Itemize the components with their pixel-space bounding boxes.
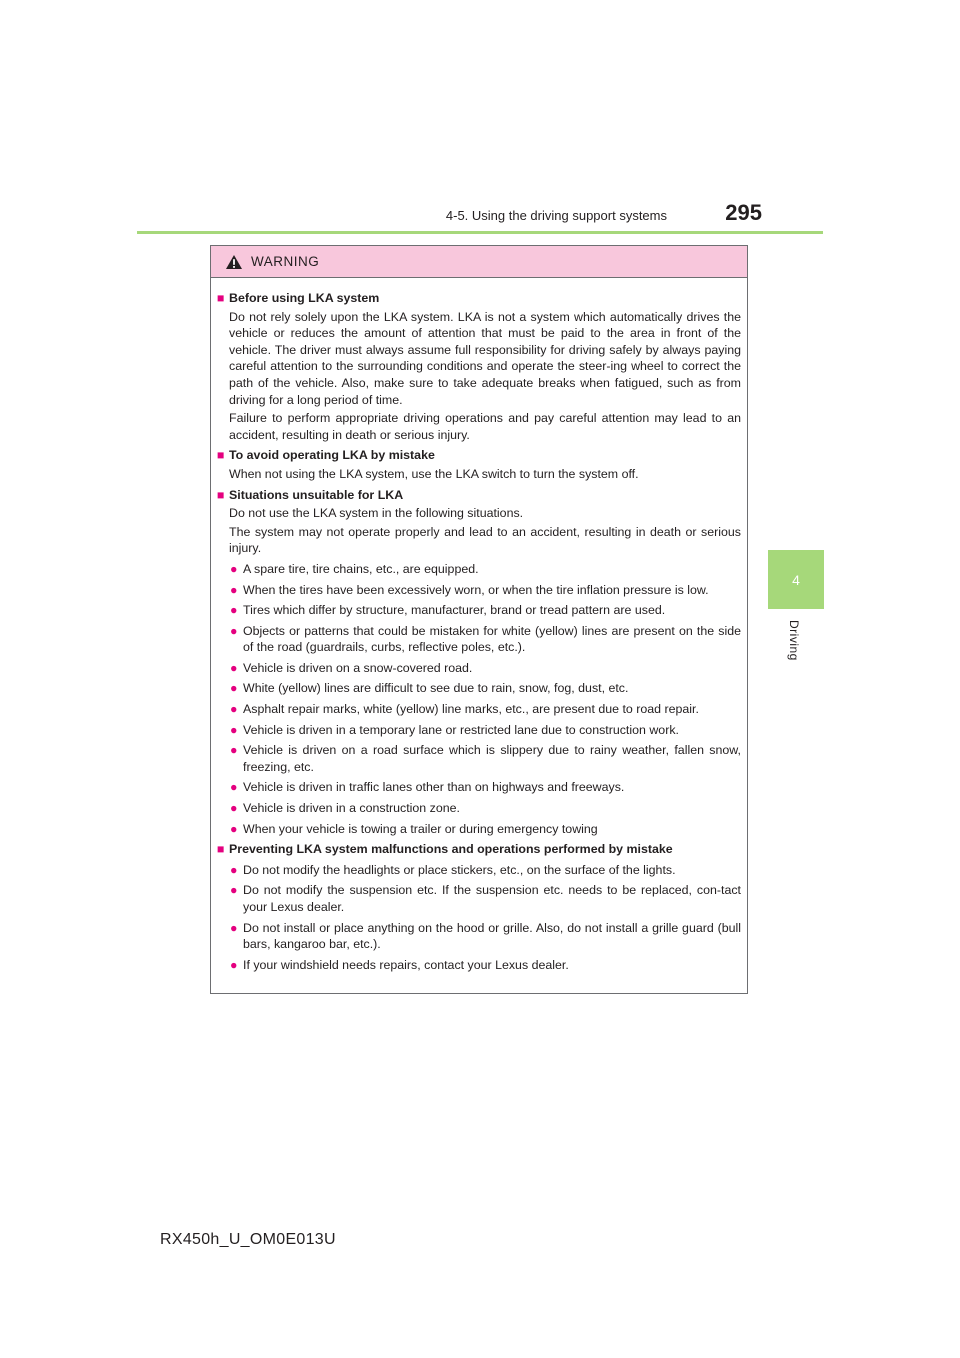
chapter-number: 4 bbox=[792, 571, 800, 588]
section-heading-text: Situations unsuitable for LKA bbox=[229, 487, 404, 502]
section-heading-text: To avoid operating LKA by mistake bbox=[229, 448, 435, 463]
square-bullet-icon: ■ bbox=[217, 448, 225, 463]
model-code: RX450h_U_OM0E013U bbox=[160, 1231, 336, 1248]
circle-bullet-icon: ● bbox=[230, 801, 238, 816]
section-heading-text: Before using LKA system bbox=[229, 291, 380, 305]
list-item bbox=[217, 623, 741, 656]
list-item-text: Do not install or place anything on the hood or grille. Also, do not install a grille guard (bull bars, kangaroo bar, etc.). bbox=[243, 920, 741, 952]
circle-bullet-icon: ● bbox=[230, 603, 238, 618]
list-item bbox=[217, 582, 741, 599]
list-item bbox=[217, 779, 741, 796]
square-bullet-icon: ■ bbox=[217, 842, 225, 857]
list-item bbox=[217, 722, 741, 739]
list-item bbox=[217, 882, 741, 915]
circle-bullet-icon: ● bbox=[230, 957, 238, 972]
list-item-text: Asphalt repair marks, white (yellow) line marks, etc., are present due to road repair. bbox=[243, 702, 699, 717]
circle-bullet-icon: ● bbox=[230, 780, 238, 795]
circle-bullet-icon: ● bbox=[230, 561, 238, 576]
circle-bullet-icon: ● bbox=[230, 681, 238, 696]
list-item bbox=[217, 920, 741, 953]
circle-bullet-icon: ● bbox=[230, 702, 238, 717]
circle-bullet-icon: ● bbox=[230, 722, 238, 737]
circle-bullet-icon: ● bbox=[230, 743, 238, 758]
list-item bbox=[217, 701, 741, 718]
list-item bbox=[217, 602, 741, 619]
list-item-text: Objects or patterns that could be mistaken for white (yellow) lines are present on the side of the road (guardrails, curbs, reflective poles, etc.). bbox=[243, 623, 741, 655]
square-bullet-icon: ■ bbox=[217, 487, 225, 502]
warning-content bbox=[211, 278, 747, 973]
chapter-label: Driving bbox=[787, 620, 801, 661]
section-heading bbox=[217, 841, 741, 858]
section-heading bbox=[217, 447, 741, 464]
section-paragraph: Do not rely solely upon the LKA system. LKA is not a system which automatically drives the vehicle or reduces the amount of attention that must be paid to the area in front of the vehicle. The driver must always assume full responsibility for driving safely by always paying careful attention to the surrounding conditions and operate the steer-ing wheel to correct the path of the vehicle. Also, make sure to take adequate breaks when fatigued, such as from driving for a long period of time. bbox=[229, 309, 741, 407]
list-item bbox=[217, 821, 741, 838]
header-divider bbox=[137, 231, 823, 234]
list-item bbox=[217, 660, 741, 677]
section-paragraph: The system may not operate properly and lead to an accident, resulting in death or serious injury. bbox=[229, 524, 741, 556]
list-item-text: White (yellow) lines are difficult to see due to rain, snow, fog, dust, etc. bbox=[243, 681, 629, 696]
warning-header bbox=[211, 246, 747, 278]
section-heading bbox=[217, 487, 741, 504]
list-item-text: If your windshield needs repairs, contact your Lexus dealer. bbox=[243, 957, 569, 972]
list-item-text: A spare tire, tire chains, etc., are equipped. bbox=[243, 561, 479, 576]
list-item bbox=[217, 680, 741, 697]
section-paragraph: When not using the LKA system, use the LKA switch to turn the system off. bbox=[229, 466, 639, 481]
circle-bullet-icon: ● bbox=[230, 623, 238, 638]
list-item-text: Tires which differ by structure, manufacturer, brand or tread pattern are used. bbox=[243, 603, 666, 618]
list-item-text: When your vehicle is towing a trailer or during emergency towing bbox=[243, 821, 598, 836]
circle-bullet-icon: ● bbox=[230, 862, 238, 877]
square-bullet-icon: ■ bbox=[217, 291, 225, 305]
section-paragraph: Failure to perform appropriate driving operations and pay careful attention may lead to an accident, resulting in death or serious injury. bbox=[229, 411, 741, 442]
circle-bullet-icon: ● bbox=[230, 660, 238, 675]
list-item bbox=[217, 742, 741, 775]
circle-bullet-icon: ● bbox=[230, 582, 238, 597]
circle-bullet-icon: ● bbox=[230, 883, 238, 898]
list-item-text: Vehicle is driven in traffic lanes other than on highways and freeways. bbox=[243, 780, 625, 795]
list-item-text: Vehicle is driven in a construction zone. bbox=[243, 801, 460, 816]
list-item-text: Vehicle is driven in a temporary lane or restricted lane due to construction work. bbox=[243, 722, 679, 737]
list-item-text: When the tires have been excessively worn, or when the tire inflation pressure is low. bbox=[243, 582, 709, 597]
circle-bullet-icon: ● bbox=[230, 821, 238, 836]
chapter-tab[interactable] bbox=[768, 550, 824, 609]
list-item-text: Vehicle is driven on a snow-covered road. bbox=[243, 660, 473, 675]
circle-bullet-icon: ● bbox=[230, 920, 238, 935]
list-item bbox=[217, 561, 741, 578]
list-item bbox=[217, 862, 741, 879]
list-item-text: Vehicle is driven on a road surface which is slippery due to rainy weather, fallen snow, freezing, etc. bbox=[243, 743, 741, 774]
section-title: 4-5. Using the driving support systems bbox=[445, 208, 667, 223]
list-item-text: Do not modify the headlights or place stickers, etc., on the surface of the lights. bbox=[243, 862, 676, 877]
section-paragraph: Do not use the LKA system in the following situations. bbox=[229, 506, 524, 521]
section-heading bbox=[217, 290, 741, 307]
page-number: 295 bbox=[725, 200, 762, 225]
list-item bbox=[217, 957, 741, 974]
list-item bbox=[217, 800, 741, 817]
section-heading-text: Preventing LKA system malfunctions and operations performed by mistake bbox=[229, 842, 673, 857]
warning-triangle-icon bbox=[225, 254, 243, 270]
list-item-text: Do not modify the suspension etc. If the suspension etc. needs to be replaced, con-tact your Lexus dealer. bbox=[243, 883, 741, 914]
warning-box bbox=[210, 245, 748, 994]
warning-title: WARNING bbox=[251, 254, 320, 269]
